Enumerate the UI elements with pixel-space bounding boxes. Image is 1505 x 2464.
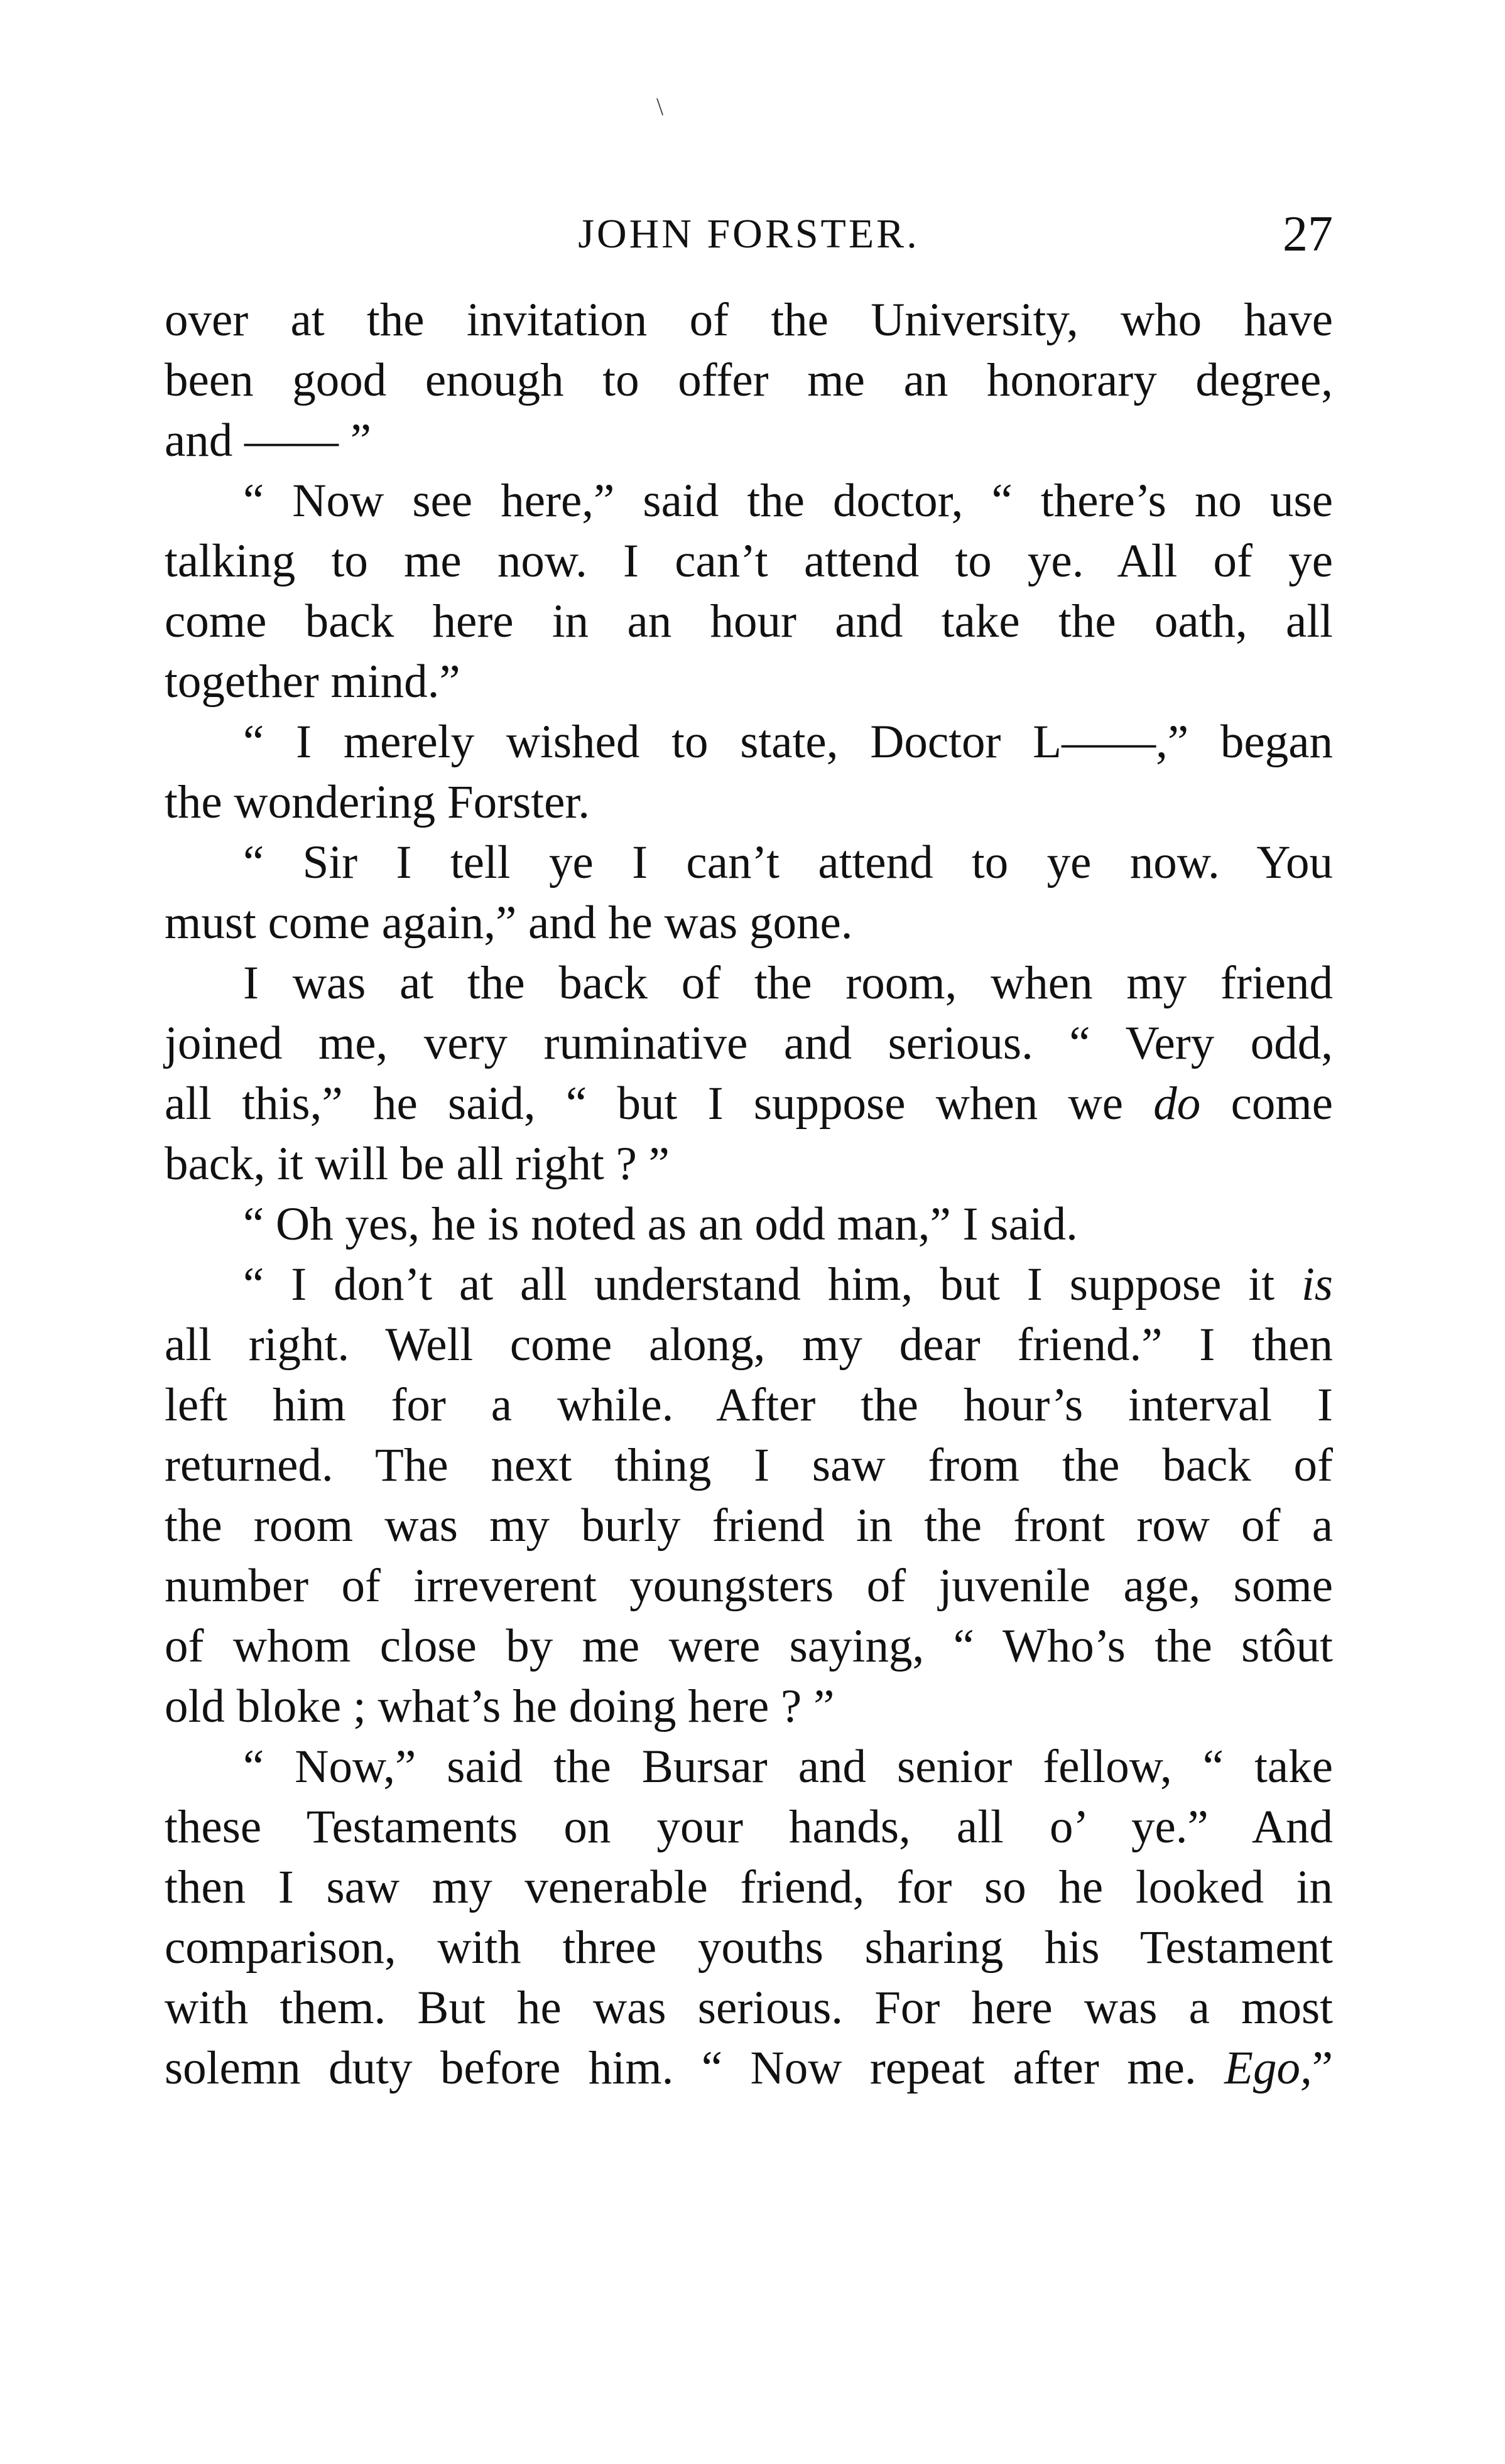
text-run: and —— ” xyxy=(165,414,372,467)
body-text xyxy=(165,290,1333,2099)
print-speck: \ xyxy=(656,92,664,121)
italic-word: Ego, xyxy=(1224,2042,1312,2094)
text-line xyxy=(165,592,1333,652)
text-run: joined me, very ruminative and serious. “ Very odd, xyxy=(165,1017,1333,1069)
text-line xyxy=(165,1134,1333,1194)
text-run: with them. But he was serious. For here was a most xyxy=(165,1982,1333,2034)
text-run: “ Oh yes, he is noted as an odd man,” I said. xyxy=(243,1198,1078,1250)
text-run: of whom close by me were saying, “ Who’s the stôut xyxy=(165,1620,1333,1672)
text-run: together mind.” xyxy=(165,656,460,708)
text-line xyxy=(165,712,1333,772)
text-line xyxy=(165,1013,1333,1074)
text-run: the wondering Forster. xyxy=(165,776,590,828)
text-run: over at the invitation of the University, who have xyxy=(165,294,1333,346)
text-line xyxy=(165,411,1333,471)
text-run: these Testaments on your hands, all o’ ye.” And xyxy=(165,1801,1333,1853)
text-run: I was at the back of the room, when my friend xyxy=(243,957,1333,1009)
italic-word: is xyxy=(1301,1258,1333,1310)
text-run: “ I merely wished to state, Doctor L——,” began xyxy=(243,716,1333,768)
text-run: must come again,” and he was gone. xyxy=(165,897,853,949)
text-run: returned. The next thing I saw from the back of xyxy=(165,1439,1333,1491)
text-run: “ I don’t at all understand him, but I suppose it xyxy=(243,1258,1301,1310)
text-run: all this,” he said, “ but I suppose when we xyxy=(165,1078,1154,1130)
text-run: ” xyxy=(1312,2042,1333,2094)
text-line xyxy=(165,1737,1333,1797)
text-run: “ Sir I tell ye I can’t attend to ye now. You xyxy=(243,836,1333,889)
text-run: then I saw my venerable friend, for so he looked in xyxy=(165,1861,1333,1913)
text-run: left him for a while. After the hour’s interval I xyxy=(165,1379,1333,1431)
text-line xyxy=(165,772,1333,833)
text-run: the room was my burly friend in the front row of a xyxy=(165,1499,1333,1552)
text-line xyxy=(165,2038,1333,2099)
text-line xyxy=(165,1375,1333,1435)
text-run: been good enough to offer me an honorary degree, xyxy=(165,354,1333,406)
text-run: come xyxy=(1200,1078,1333,1130)
text-run: solemn duty before him. “ Now repeat after me. xyxy=(165,2042,1225,2094)
text-run: all right. Well come along, my dear friend.” I then xyxy=(165,1319,1333,1371)
text-run: number of irreverent youngsters of juvenile age, some xyxy=(165,1560,1333,1612)
text-run: back, it will be all right ? ” xyxy=(165,1138,670,1190)
text-run: old bloke ; what’s he doing here ? ” xyxy=(165,1680,835,1732)
italic-word: do xyxy=(1153,1078,1201,1130)
text-line xyxy=(165,1194,1333,1255)
running-head xyxy=(165,200,1333,269)
text-run: “ Now,” said the Bursar and senior fellow, “ take xyxy=(243,1741,1333,1793)
text-run: “ Now see here,” said the doctor, “ there’s no use xyxy=(243,475,1333,527)
text-line xyxy=(165,290,1333,350)
text-line xyxy=(165,1797,1333,1857)
text-line xyxy=(165,652,1333,712)
text-line xyxy=(165,471,1333,531)
text-line xyxy=(165,1677,1333,1737)
text-line xyxy=(165,1978,1333,2038)
running-title: JOHN FORSTER. xyxy=(578,211,920,257)
text-run: talking to me now. I can’t attend to ye. All of ye xyxy=(165,535,1333,587)
text-run: comparison, with three youths sharing his Testament xyxy=(165,1921,1333,1974)
text-line xyxy=(165,953,1333,1013)
text-line xyxy=(165,1315,1333,1375)
text-line xyxy=(165,1616,1333,1677)
text-line xyxy=(165,1918,1333,1978)
text-run: come back here in an hour and take the oath, all xyxy=(165,595,1333,647)
text-line xyxy=(165,833,1333,893)
text-line xyxy=(165,1074,1333,1134)
text-line xyxy=(165,1556,1333,1616)
text-line xyxy=(165,1496,1333,1556)
text-line xyxy=(165,1435,1333,1496)
text-line xyxy=(165,1857,1333,1918)
text-line xyxy=(165,893,1333,953)
text-line xyxy=(165,531,1333,592)
text-line xyxy=(165,1255,1333,1315)
page-number: 27 xyxy=(1283,207,1333,262)
text-line xyxy=(165,350,1333,411)
